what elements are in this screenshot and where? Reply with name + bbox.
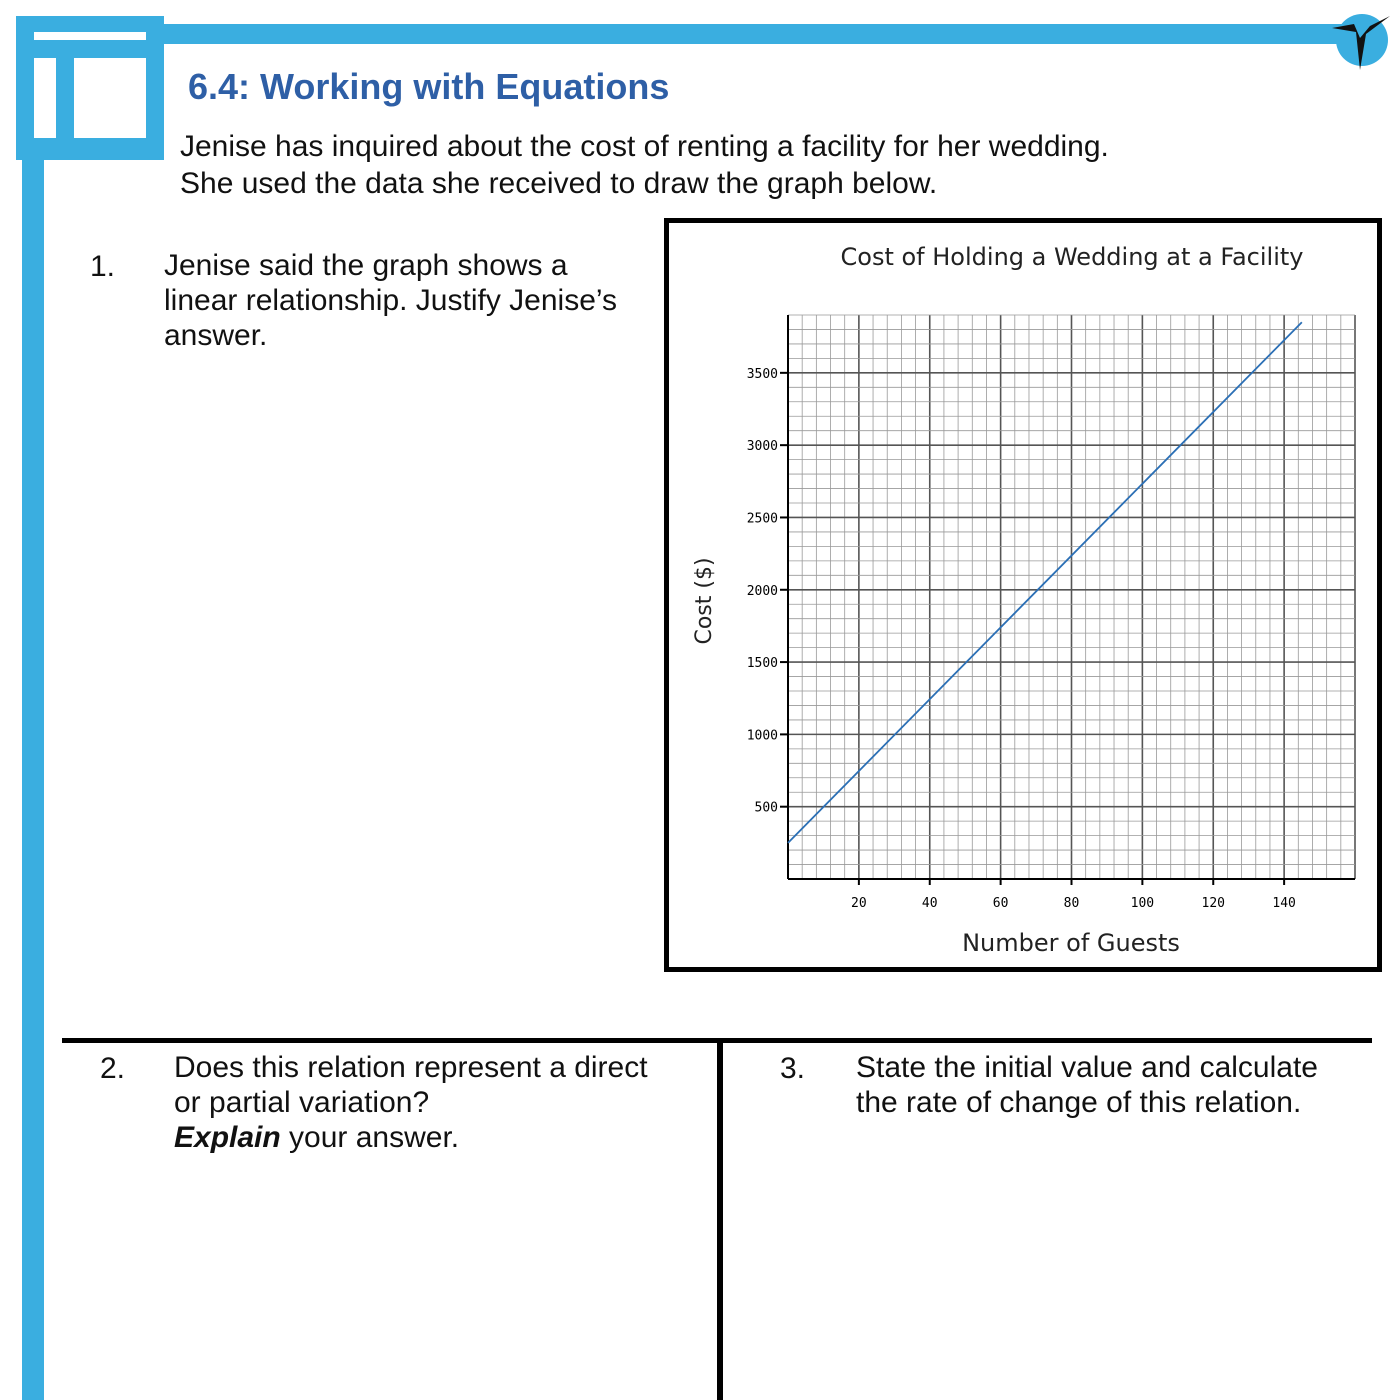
y-tick-label: 3500 [746,366,778,382]
question-3-text [856,1050,1318,1120]
question-2-text [174,1050,648,1155]
frame-corner-bar-v [56,40,74,160]
cost-chart [669,223,1377,967]
y-tick-label: 2500 [746,511,778,527]
question-3-line: the rate of change of this relation. [856,1086,1302,1119]
page-title: 6.4: Working with Equations [188,66,670,107]
y-tick-label: 3000 [746,439,778,455]
x-tick-label: 140 [1272,896,1296,911]
question-2-line-3 [174,1120,648,1155]
question-2-line: or partial variation? [174,1086,430,1119]
y-axis-label: Cost ($) [692,557,717,645]
question-3-line: State the initial value and calculate [856,1051,1318,1084]
chart-container [664,218,1382,972]
x-tick-label: 80 [1063,896,1080,911]
x-tick-label: 40 [921,896,938,911]
x-tick-label: 60 [992,896,1009,911]
question-1-line: linear relationship. Justify Jenise’s [164,284,618,317]
y-tick-label: 1000 [746,728,778,744]
question-2-emphasis: Explain [174,1121,281,1154]
y-tick-label: 1500 [746,656,778,672]
frame-corner-bar-h [34,40,164,58]
y-tick-label: 500 [754,800,778,816]
frame-top-bar [20,24,1354,44]
frame-left-bar [22,24,44,1400]
intro-line-1: Jenise has inquired about the cost of renting a facility for her wedding. [180,130,1109,163]
intro-line-2: She used the data she received to draw the graph below. [180,167,938,200]
publisher-logo-icon [1326,10,1394,74]
x-tick-label: 100 [1130,896,1155,911]
question-2-line: Does this relation represent a direct [174,1051,648,1084]
x-tick-label: 120 [1201,896,1225,911]
frame-corner-gap [74,58,146,138]
question-3-number: 3. [780,1052,806,1085]
question-1-text [164,248,617,353]
question-1-number: 1. [90,250,116,283]
y-tick-label: 2000 [746,583,778,599]
chart-title: Cost of Holding a Wedding at a Facility [840,243,1304,271]
intro-text [180,128,1109,202]
question-1-line: Jenise said the graph shows a [164,249,568,282]
question-1-line: answer. [164,319,268,352]
question-2-number: 2. [100,1052,126,1085]
x-tick-label: 20 [851,896,867,911]
section-divider-vertical [717,1040,723,1400]
question-2-emphasis-rest: your answer. [280,1121,460,1154]
data-line-cost [788,322,1302,843]
x-axis-label: Number of Guests [962,929,1180,957]
